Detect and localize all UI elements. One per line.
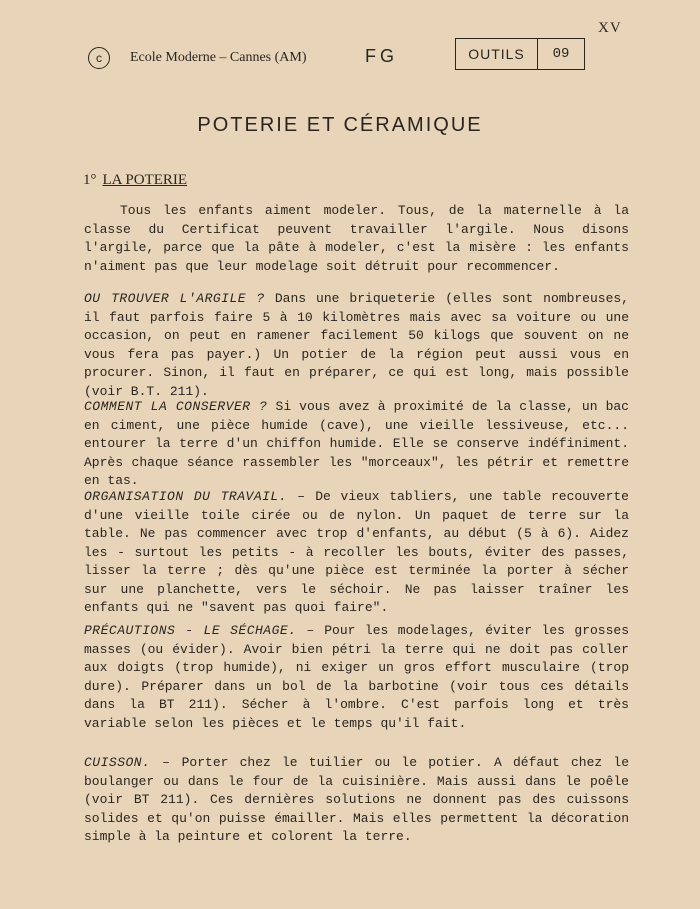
category-box: [455, 38, 585, 70]
paragraph-text: Dans une briqueterie (elles sont nombreuses, il faut parfois faire 5 à 10 kilomètres mais avec sa voiture ou une occasion, on peut en ramener facilement 50 kilogs que souvent on ne vous fera pas payer.) Un potier de la région peut aussi vous en procurer. Sinon, il faut en préparer, ce qui est long, mais possible (voir B.T. 211).: [84, 291, 629, 399]
paragraph-heading: CUISSON. –: [84, 755, 171, 770]
paragraph-precautions: [84, 622, 629, 733]
school-name: Ecole Moderne – Cannes (AM): [130, 50, 307, 65]
page-title: POTERIE ET CÉRAMIQUE: [197, 114, 483, 136]
paragraph-find-clay: [84, 290, 629, 401]
paragraph-heading: OU TROUVER L'ARGILE ?: [84, 291, 265, 306]
paragraph-text: De vieux tabliers, une table recouverte d'une vieille toile cirée ou de nylon. Un paquet de terre sur la table. Ne pas commencer avec trop d'enfants, au début (5 à 6). Aidez les - surtout les petits - à recoller les bouts, éviter des passes, lisser la terre ; dès qu'une pièce est terminée la porter à sécher sur une planchette, vers le séchoir. Ne pas laisser traîner les enfants qui ne "savent pas quoi faire".: [84, 489, 629, 615]
paragraph-organisation: [84, 488, 629, 618]
document-code: FG: [365, 46, 398, 66]
paragraph-text: Tous les enfants aiment modeler. Tous, de la maternelle à la classe du Certificat peuvent travailler l'argile. Nous disons l'argile, parce que la pâte à modeler, c'est la misère : les enfants n'aiment pas que leur modelage soit détruit pour recommencer.: [84, 203, 629, 274]
paragraph-heading: COMMENT LA CONSERVER ?: [84, 399, 268, 414]
paragraph-text: Pour les modelages, éviter les grosses masses (ou évider). Avoir bien pétri la terre qui ne doit pas coller aux doigts (trop humide), ni exiger un gros effort musculaire (trop dure). Préparer dans un bol de la barbotine (voir tous ces détails dans la BT 211). Sécher à l'ombre. C'est parfois long et très variable selon les pièces et le temps qu'il fait.: [84, 623, 629, 731]
paragraph-conserve: [84, 398, 629, 491]
section-heading: [83, 172, 187, 189]
paragraph-cuisson: [84, 754, 629, 847]
paragraph-text: Si vous avez à proximité de la classe, un bac en ciment, une pièce humide (cave), une vieille lessiveuse, etc... entourer la terre d'un chiffon humide. Elle se conserve indéfiniment. Après chaque séance rassembler les "morceaux", les pétrir et remettre en tas.: [84, 399, 629, 488]
page-number: XV: [598, 20, 622, 36]
category-label: OUTILS: [456, 39, 538, 69]
paragraph-heading: PRÉCAUTIONS - LE SÉCHAGE. –: [84, 623, 315, 638]
paragraph-text: Porter chez le tuilier ou le potier. A défaut chez le boulanger ou dans le four de la cuisinière. Mais aussi dans le poêle (voir BT 211). Ces dernières solutions ne donnent pas des cuissons solides et qu'on puisse émailler. Mais elles permettent la décoration simple à la peinture et colorent la terre.: [84, 755, 629, 844]
category-number: 09: [552, 46, 570, 62]
section-label: LA POTERIE: [102, 172, 188, 188]
section-number: 1°: [83, 172, 97, 188]
paragraph-heading: ORGANISATION DU TRAVAIL. –: [84, 489, 306, 504]
paragraph-intro: [84, 202, 629, 276]
copyright-icon: c: [88, 47, 110, 69]
document-header: [88, 42, 588, 74]
